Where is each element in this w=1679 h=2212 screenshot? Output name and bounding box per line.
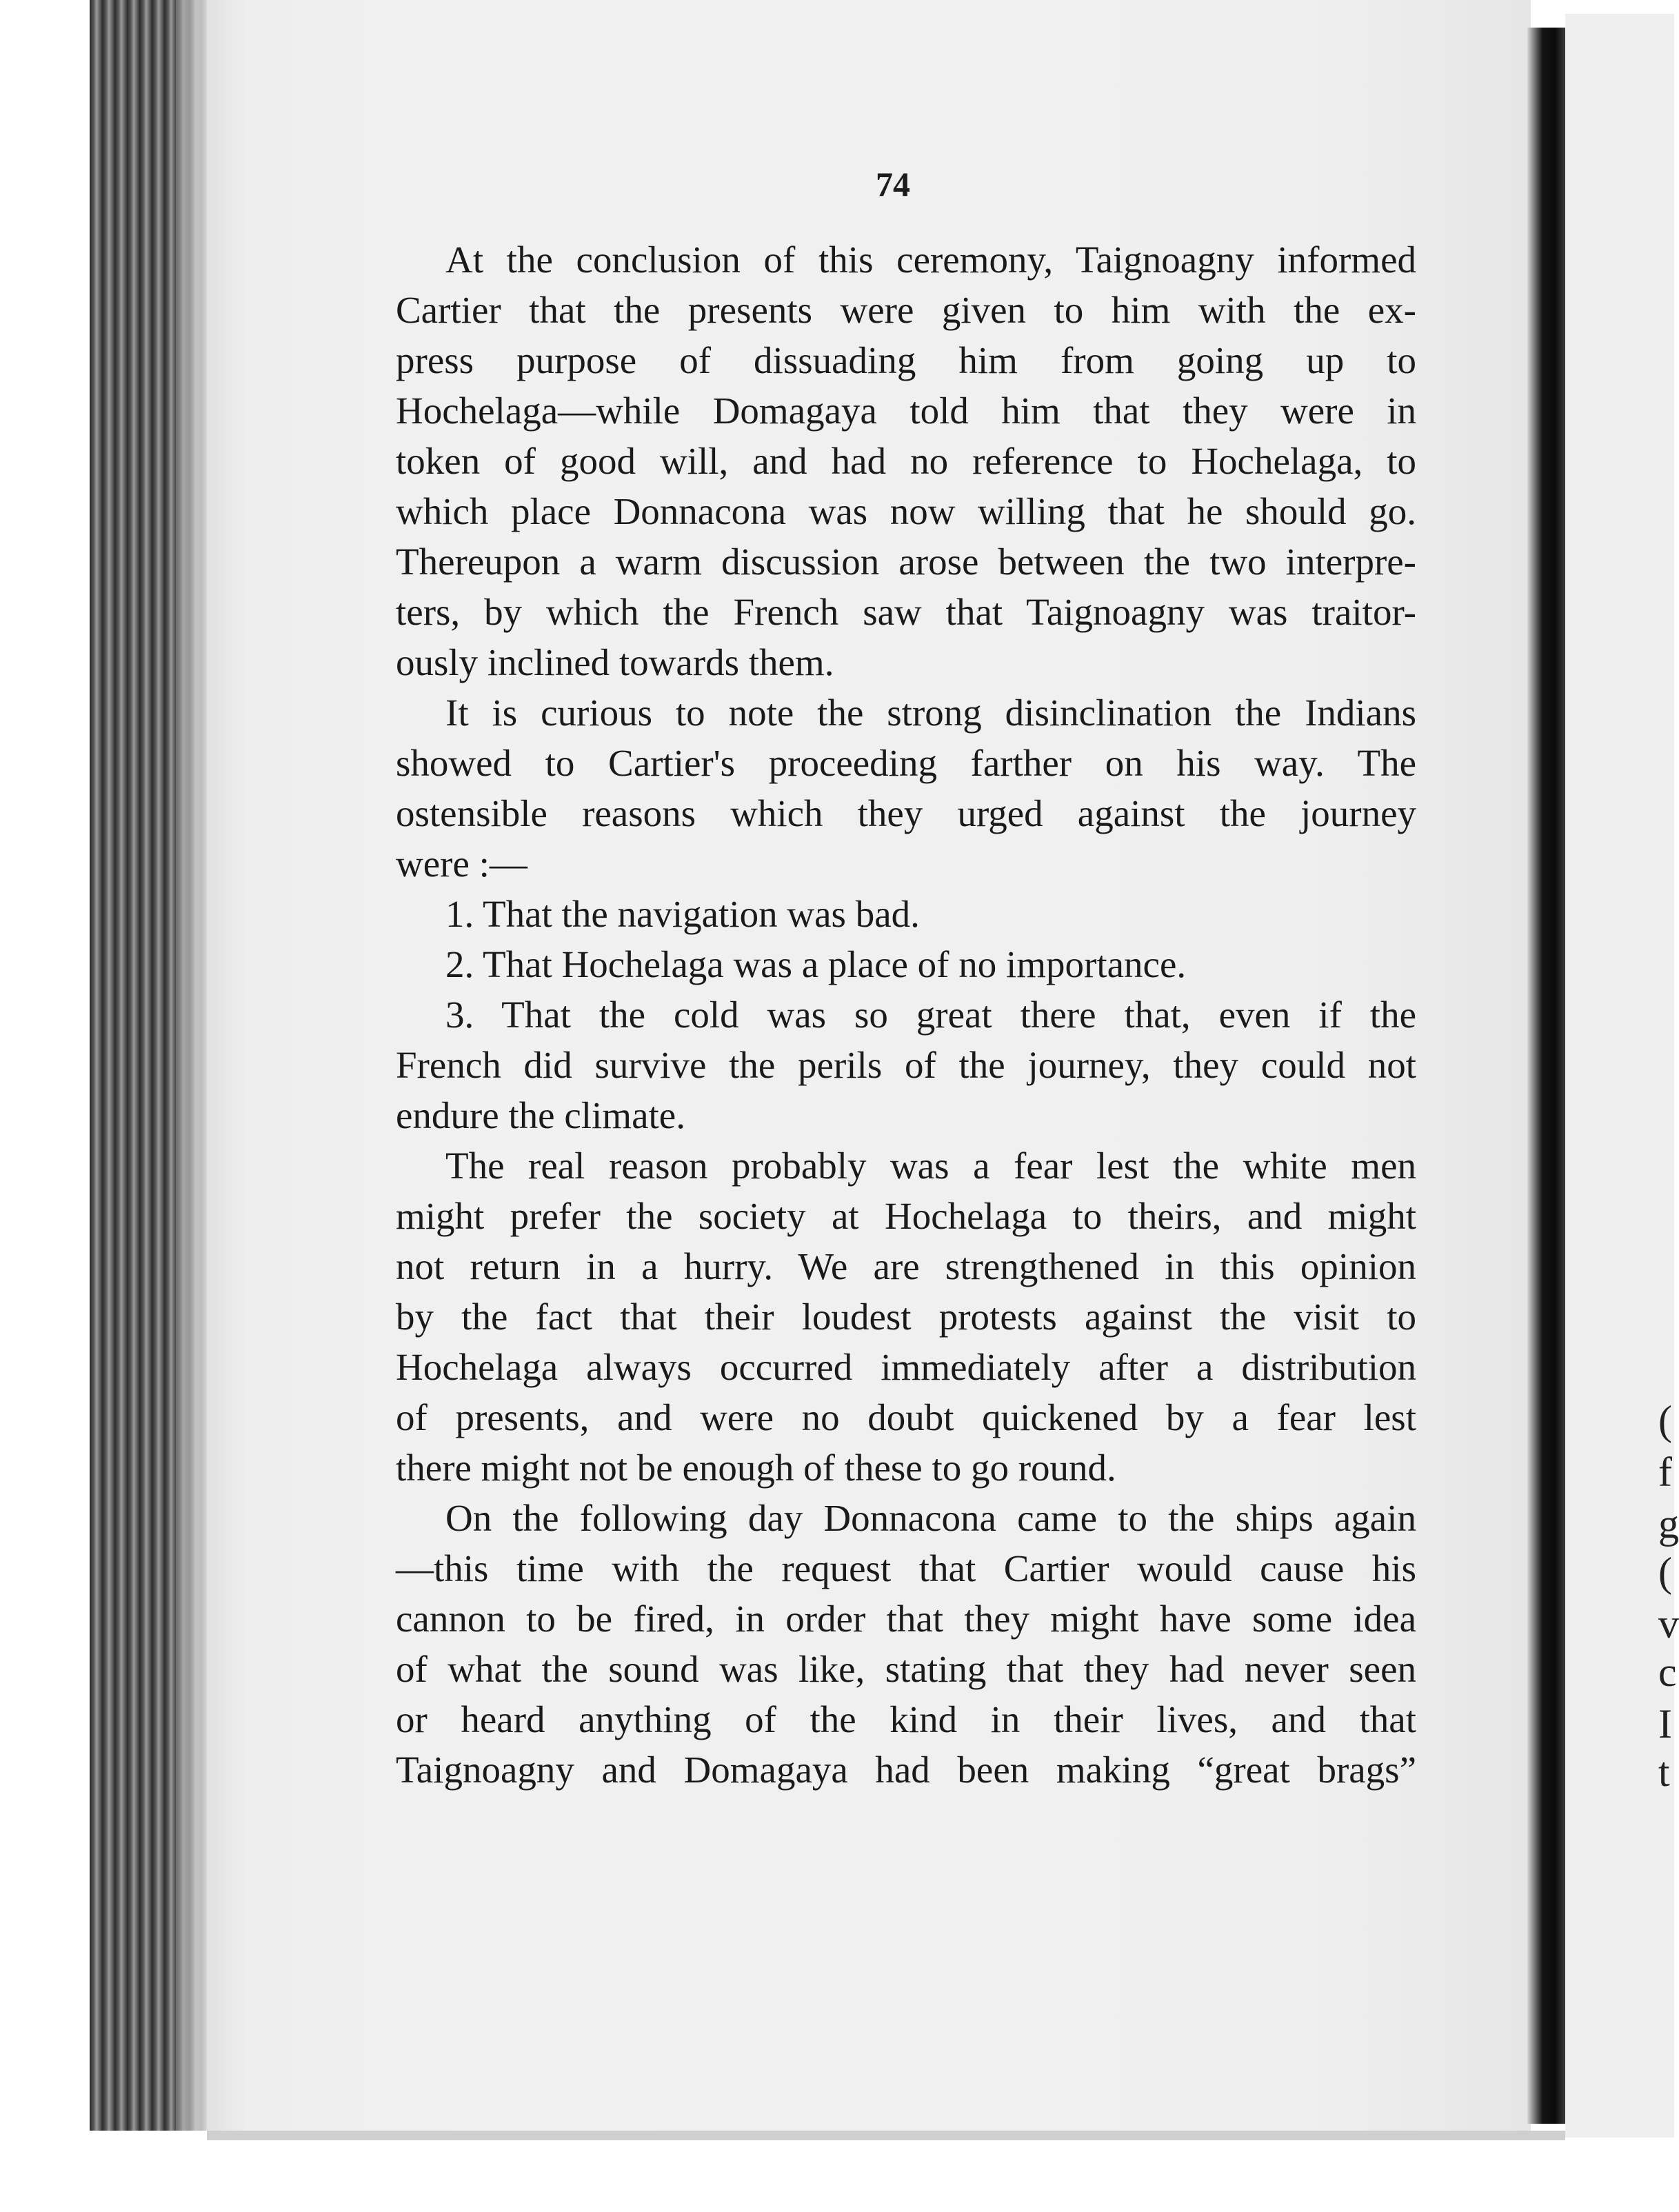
text-line: of what the sound was like, stating that they had never seen <box>396 1648 1416 1690</box>
next-page-fragment: ( <box>1658 1549 1672 1595</box>
binding-gutter <box>1527 28 1565 2124</box>
next-page-fragment: f <box>1658 1449 1672 1495</box>
text-line: On the following day Donnacona came to the ships again <box>445 1497 1416 1539</box>
text-line: might prefer the society at Hochelaga to theirs, and might <box>396 1195 1416 1237</box>
text-line: were :— <box>396 843 527 885</box>
text-line: press purpose of dissuading him from going up to <box>396 339 1416 381</box>
text-line: which place Donnacona was now willing that he should go. <box>396 490 1416 532</box>
text-line: or heard anything of the kind in their lives, and that <box>396 1698 1416 1740</box>
text-line: Hochelaga—while Domagaya told him that they were in <box>396 390 1416 432</box>
page-number: 74 <box>876 165 910 203</box>
text-line: French did survive the perils of the journey, they could not <box>396 1044 1416 1086</box>
text-line: The real reason probably was a fear lest the white men <box>445 1145 1416 1187</box>
text-line: —this time with the request that Cartier would cause his <box>396 1547 1416 1589</box>
text-line: It is curious to note the strong disinclination the Indians <box>445 692 1416 734</box>
text-line: ostensible reasons which they urged against the journey <box>396 792 1416 834</box>
next-page-sliver <box>1565 14 1674 2138</box>
body-text <box>396 234 1416 1795</box>
page-edges-shadow <box>176 0 210 2131</box>
next-page-fragment: t <box>1658 1749 1670 1795</box>
page-bottom-edge <box>207 2131 1565 2140</box>
text-line: ously inclined towards them. <box>396 641 834 683</box>
text-line: Taignoagny and Domagaya had been making “great brags” <box>396 1749 1416 1791</box>
text-line: ters, by which the French saw that Taignoagny was traitor- <box>396 591 1416 633</box>
text-line: 3. That the cold was so great there that, even if the <box>445 994 1416 1036</box>
text-line: Thereupon a warm discussion arose between the two interpre- <box>396 541 1416 583</box>
next-page-fragment: g <box>1658 1501 1679 1547</box>
text-line: Hochelaga always occurred immediately after a distribution <box>396 1346 1416 1388</box>
text-line: Cartier that the presents were given to him with the ex- <box>396 289 1416 331</box>
next-page-fragment: v <box>1658 1601 1679 1647</box>
text-line: there might not be enough of these to go round. <box>396 1447 1116 1489</box>
text-line: At the conclusion of this ceremony, Taignoagny informed <box>445 239 1416 281</box>
next-page-fragment: ( <box>1658 1398 1672 1443</box>
text-line: not return in a hurry. We are strengthened in this opinion <box>396 1245 1416 1287</box>
next-page-fragment: I <box>1658 1701 1672 1747</box>
text-line: by the fact that their loudest protests against the visit to <box>396 1296 1416 1338</box>
next-page-fragment: c <box>1658 1649 1677 1695</box>
text-line: 2. That Hochelaga was a place of no importance. <box>445 943 1187 985</box>
text-line: showed to Cartier's proceeding farther on his way. The <box>396 742 1416 784</box>
text-line: cannon to be fired, in order that they might have some idea <box>396 1598 1416 1640</box>
text-line: of presents, and were no doubt quickened by a fear lest <box>396 1396 1416 1438</box>
text-line: 1. That the navigation was bad. <box>445 893 920 935</box>
text-line: token of good will, and had no reference to Hochelaga, to <box>396 440 1416 482</box>
text-line: endure the climate. <box>396 1094 685 1136</box>
